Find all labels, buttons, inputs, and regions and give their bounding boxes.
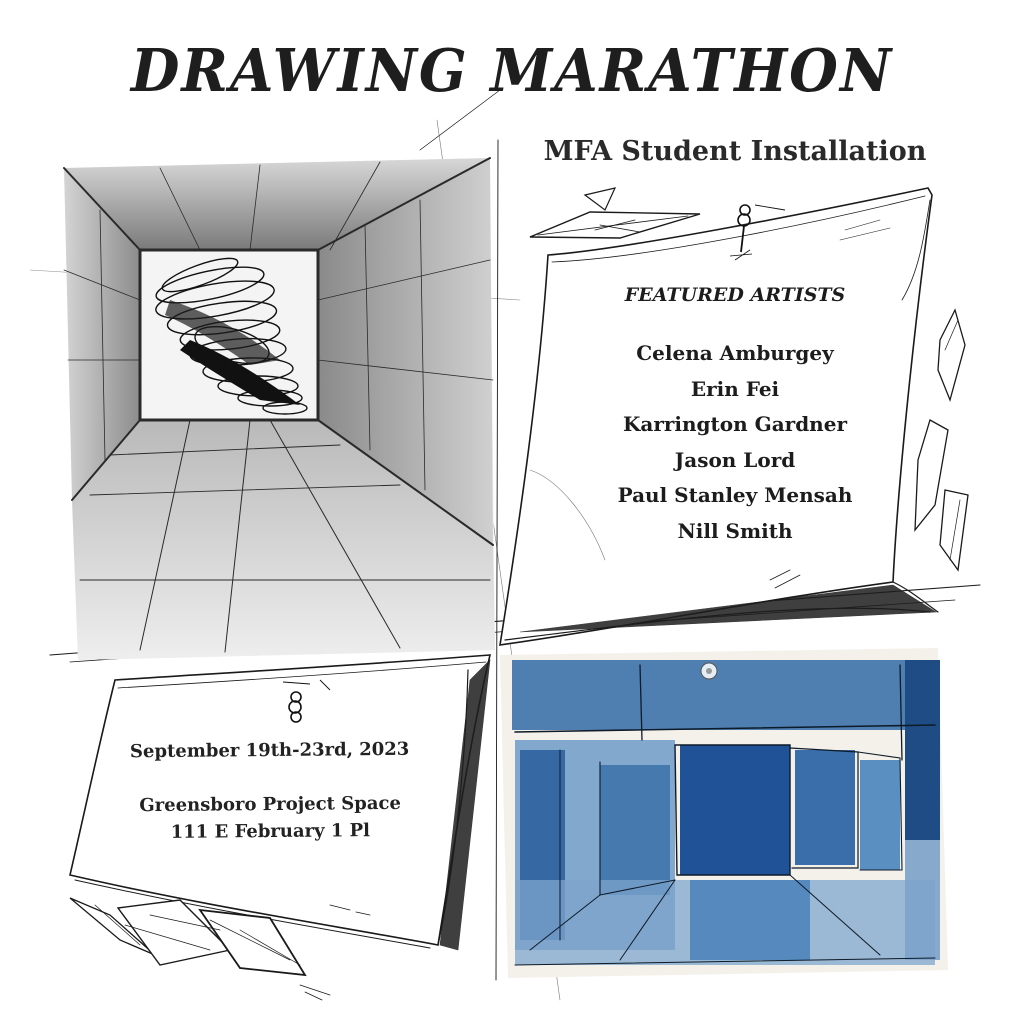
event-date: September 19th-23rd, 2023 [129,738,410,763]
artist-name: Jason Lord [674,447,796,472]
artist-name: Nill Smith [677,518,793,543]
artist-name: Erin Fei [690,376,780,401]
poster-title: DRAWING MARATHON [130,36,894,106]
artists-heading: FEATURED ARTISTS [624,284,846,306]
event-address: 111 E February 1 Pl [170,820,371,843]
featured-artists-card [565,284,905,549]
artist-name: Karrington Gardner [623,412,847,436]
artist-name: Paul Stanley Mensah [617,483,853,507]
event-info-card [100,739,441,847]
event-venue: Greensboro Project Space [139,792,401,817]
artist-name: Celena Amburgey [636,341,834,365]
poster-subtitle: MFA Student Installation [543,136,927,167]
